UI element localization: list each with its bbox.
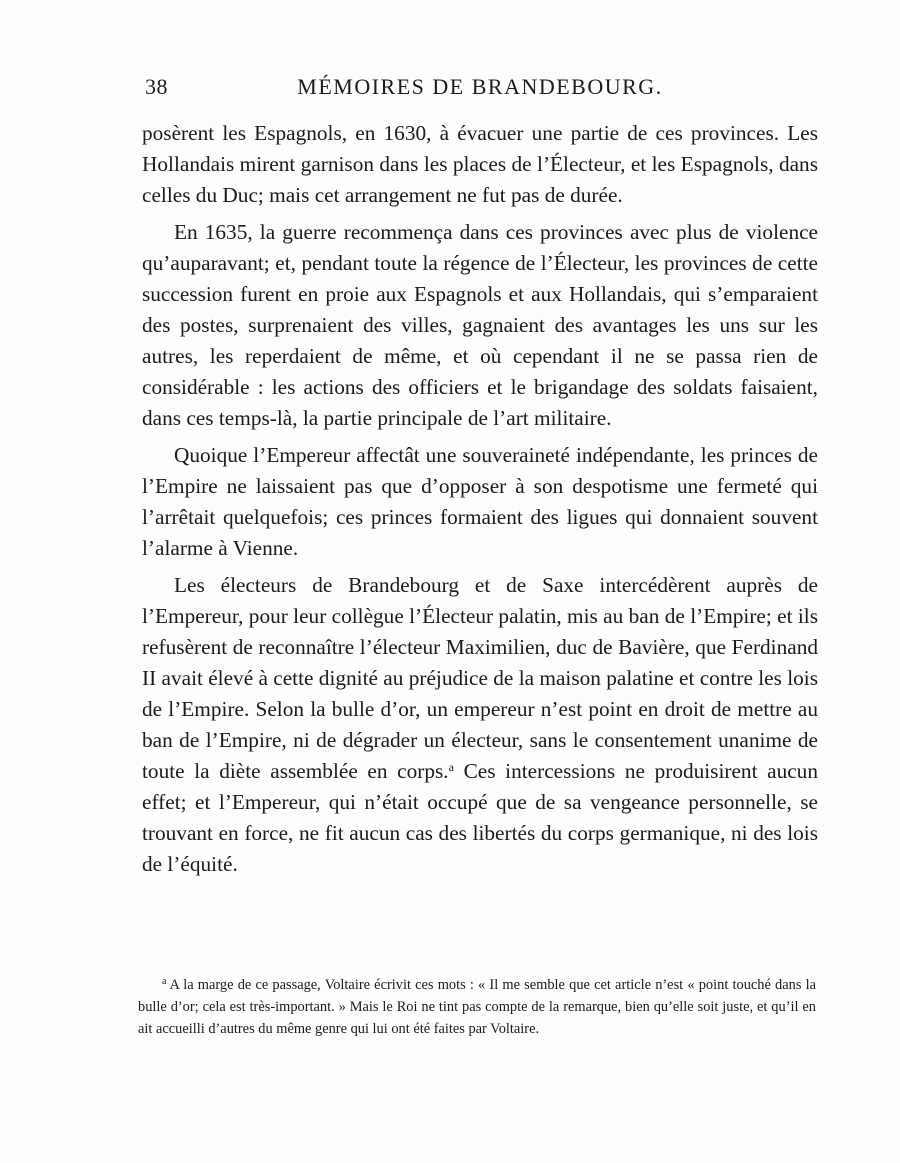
- paragraph-4-continuation: Ces intercessions ne produisirent aucun effet; et l’Empereur, qui n’était occupé que de sa vengeance personnelle, se trouvant en force, ne fit aucun cas des libertés du corps germanique, ni des lois de l’équité.: [142, 759, 818, 876]
- body-text: [142, 118, 818, 880]
- paragraph-4: [142, 570, 818, 880]
- footnote-marker: a: [162, 976, 167, 987]
- paragraph-3: Quoique l’Empereur affectât une souveraineté indépendante, les princes de l’Empire ne laissaient pas que d’opposer à son despotisme une fermeté qui l’arrêtait quelquefois; ces princes formaient des ligues qui donnaient souvent l’alarme à Vienne.: [142, 443, 818, 560]
- footnote: [138, 974, 816, 1040]
- paragraph-2: En 1635, la guerre recommença dans ces provinces avec plus de violence qu’auparavant; et, pendant toute la régence de l’Électeur, les provinces de cette succession furent en proie aux Espagnols et aux Hollandais, qui s’emparaient des postes, surprenaient des villes, gagnaient des avantages les uns sur les autres, les reperdaient de même, et où cependant il ne se passa rien de considérable : les actions des officiers et le brigandage des soldats faisaient, dans ces temps-là, la partie principale de l’art militaire.: [142, 220, 818, 430]
- page-header: [142, 74, 818, 108]
- footnote-reference: a: [448, 760, 454, 774]
- page-number: 38: [145, 74, 168, 99]
- footnote-text: A la marge de ce passage, Voltaire écrivit ces mots : « Il me semble que cet article n’est « point touché dans la bulle d’or; cela est très-important. » Mais le Roi ne tint pas compte de la remarque, bien qu’elle soit juste, et qu’il en ait accueilli d’autres du même genre qui lui ont été faites par Voltaire.: [138, 977, 816, 1037]
- paragraph-4-text: Les électeurs de Brandebourg et de Saxe intercédèrent auprès de l’Empereur, pour leur collègue l’Électeur palatin, mis au ban de l’Empire; et ils refusèrent de reconnaître l’électeur Maximilien, duc de Bavière, que Ferdinand II avait élevé à cette dignité au préjudice de la maison palatine et contre les lois de l’Empire. Selon la bulle d’or, un empereur n’est point en droit de mettre au ban de l’Empire, ni de dégrader un électeur, sans le consentement unanime de toute la diète assemblée en corps.: [142, 573, 818, 783]
- running-title: MÉMOIRES DE BRANDEBOURG.: [297, 74, 663, 99]
- paragraph-1: posèrent les Espagnols, en 1630, à évacuer une partie de ces provinces. Les Hollandais mirent garnison dans les places de l’Électeur, et les Espagnols, dans celles du Duc; mais cet arrangement ne fut pas de durée.: [142, 121, 818, 207]
- footnotes: [138, 974, 816, 1040]
